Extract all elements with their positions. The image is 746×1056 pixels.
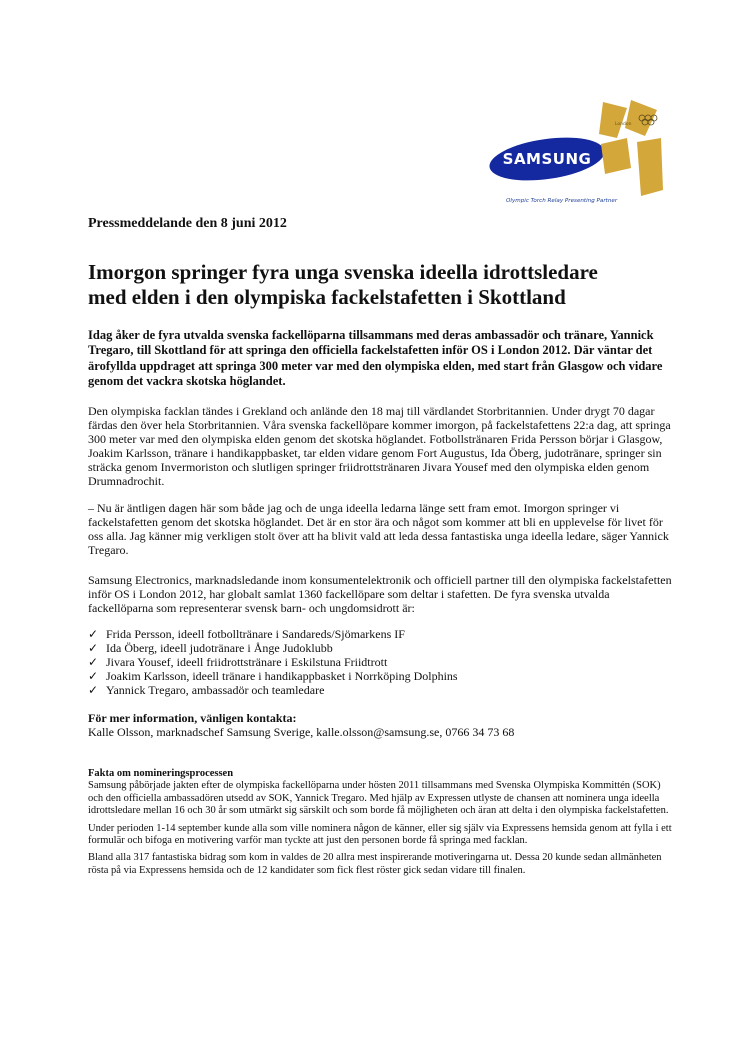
list-item: ✓ Frida Persson, ideell fotbolltränare i Sandareds/Sjömarkens IF	[88, 627, 405, 641]
sponsor-logo	[484, 98, 684, 210]
emblem-label: London	[615, 122, 632, 127]
list-item: ✓ Ida Öberg, ideell judotränare i Ånge Judoklubb	[88, 640, 333, 655]
checkmark-icon: ✓	[88, 640, 99, 655]
list-item: ✓ Joakim Karlsson, ideell tränare i handikappbasket i Norrköping Dolphins	[88, 668, 458, 683]
samsung-wordmark: SAMSUNG	[502, 150, 592, 168]
headline-line-1: Imorgon springer fyra unga svenska ideella idrottsledare	[88, 260, 598, 284]
facts-heading: Fakta om nomineringsprocessen	[88, 768, 234, 779]
checkmark-icon: ✓	[88, 627, 99, 641]
body-paragraph-3: Samsung Electronics, marknadsledande inom konsumentelektronik och officiell partner till den olympiska fackelstafetten inför OS i London 2012, har globalt samlat 1360 fackellöpare som deltar i stafetten. De fyra svenska utvalda fackellöparna som representerar svensk barn- och ungdomsidrott är:	[88, 573, 672, 615]
facts-section	[88, 768, 673, 882]
body-paragraph-1: Den olympiska facklan tändes i Grekland och anlände den 18 maj till värdlandet Storbritannien. Under drygt 70 dagar färdas den över hela Storbritannien. Våra svenska fackellöpare kommer imorgon, på fackelstafettens 22:a dag, att springa 300 meter var med den olympiska elden genom det skotska höglandet. Fotbollstränaren Frida Persson börjar i Glasgow, Joakim Karlsson, tränare i handikappbasket, tar elden vidare genom Fort Augustus, Ida Öberg, judotränare, springer sin sträcka genom Invermoriston och slutligen springer friidrottstränaren Jivara Yousef med den olympiska elden genom Drumnadrochit.	[88, 404, 671, 488]
list-item: ✓ Yannick Tregaro, ambassadör och teamledare	[88, 682, 325, 697]
lead-paragraph: Idag åker de fyra utvalda svenska fackellöparna tillsammans med deras ambassadör och tränare, Yannick Tregaro, till Skottland för att springa den officiella fackelstafetten inför OS i London 2012. Där väntar det ärofyllda uppdraget att springa 300 meter var med den olympiska elden, med start från Glasgow och vidare genom det vackra skotska höglandet.	[88, 328, 663, 388]
facts-paragraph-3: Bland alla 317 fantastiska bidrag som kom in valdes de 20 allra mest inspirerande motiveringarna ut. Dessa 20 kunde sedan allmänheten rösta på via Expressens hemsida och de 12 kandidater som fick flest röster gick sedan vidare till finalen.	[88, 852, 662, 876]
samsung-logo	[487, 134, 607, 184]
torchbearer-list	[88, 628, 668, 698]
partner-tagline: Olympic Torch Relay Presenting Partner	[506, 198, 618, 204]
contact-details[interactable]: Kalle Olsson, marknadschef Samsung Sverige, kalle.olsson@samsung.se, 0766 34 73 68	[88, 724, 515, 739]
list-item: ✓ Jivara Yousef, ideell friidrottstränare i Eskilstuna Friidtrott	[88, 654, 388, 669]
release-date: Pressmeddelande den 8 juni 2012	[88, 216, 287, 231]
headline-line-2: med elden i den olympiska fackelstafetten i Skottland	[88, 285, 566, 309]
checkmark-icon: ✓	[88, 668, 99, 683]
quote-paragraph: – Nu är äntligen dagen här som både jag och de unga ideella ledarna länge sett fram emot. Imorgon springer vi fackelstafetten genom det skotska höglandet. Det är en stor ära och något som kommer att bli en upplevelse för livet för oss alla. Jag känner mig verkligen stolt över att ha blivit vald att leda dessa fantastiska unga ideella ledare, säger Yannick Tregaro.	[88, 501, 669, 557]
london-2012-emblem	[597, 98, 667, 198]
contact-block	[88, 712, 668, 740]
facts-paragraph-2: Under perioden 1-14 september kunde alla som ville nominera någon de känner, eller sig själv via Expressens hemsida genom att fylla i ett formulär och bifoga en motivering varför man tyckte att just den personen borde få springa med facklan.	[88, 822, 672, 847]
checkmark-icon: ✓	[88, 654, 99, 669]
contact-heading: För mer information, vänligen kontakta:	[88, 711, 297, 725]
facts-paragraph-1: Samsung påbörjade jakten efter de olympiska fackellöparna under hösten 2011 tillsammans med Svenska Olympiska Kommittén (SOK) och den officiella ambassadören utsedd av SOK, Yannick Tregaro. Med hjälp av Expressen utlyste de chansen att nominera unga ideella idrottsledare mellan 16 och 30 år som utmärkt sig särskilt och som borde få möjligheten och äran att delta i den olympiska fackelstafetten.	[88, 780, 669, 817]
checkmark-icon: ✓	[88, 682, 99, 697]
headline	[88, 260, 668, 310]
